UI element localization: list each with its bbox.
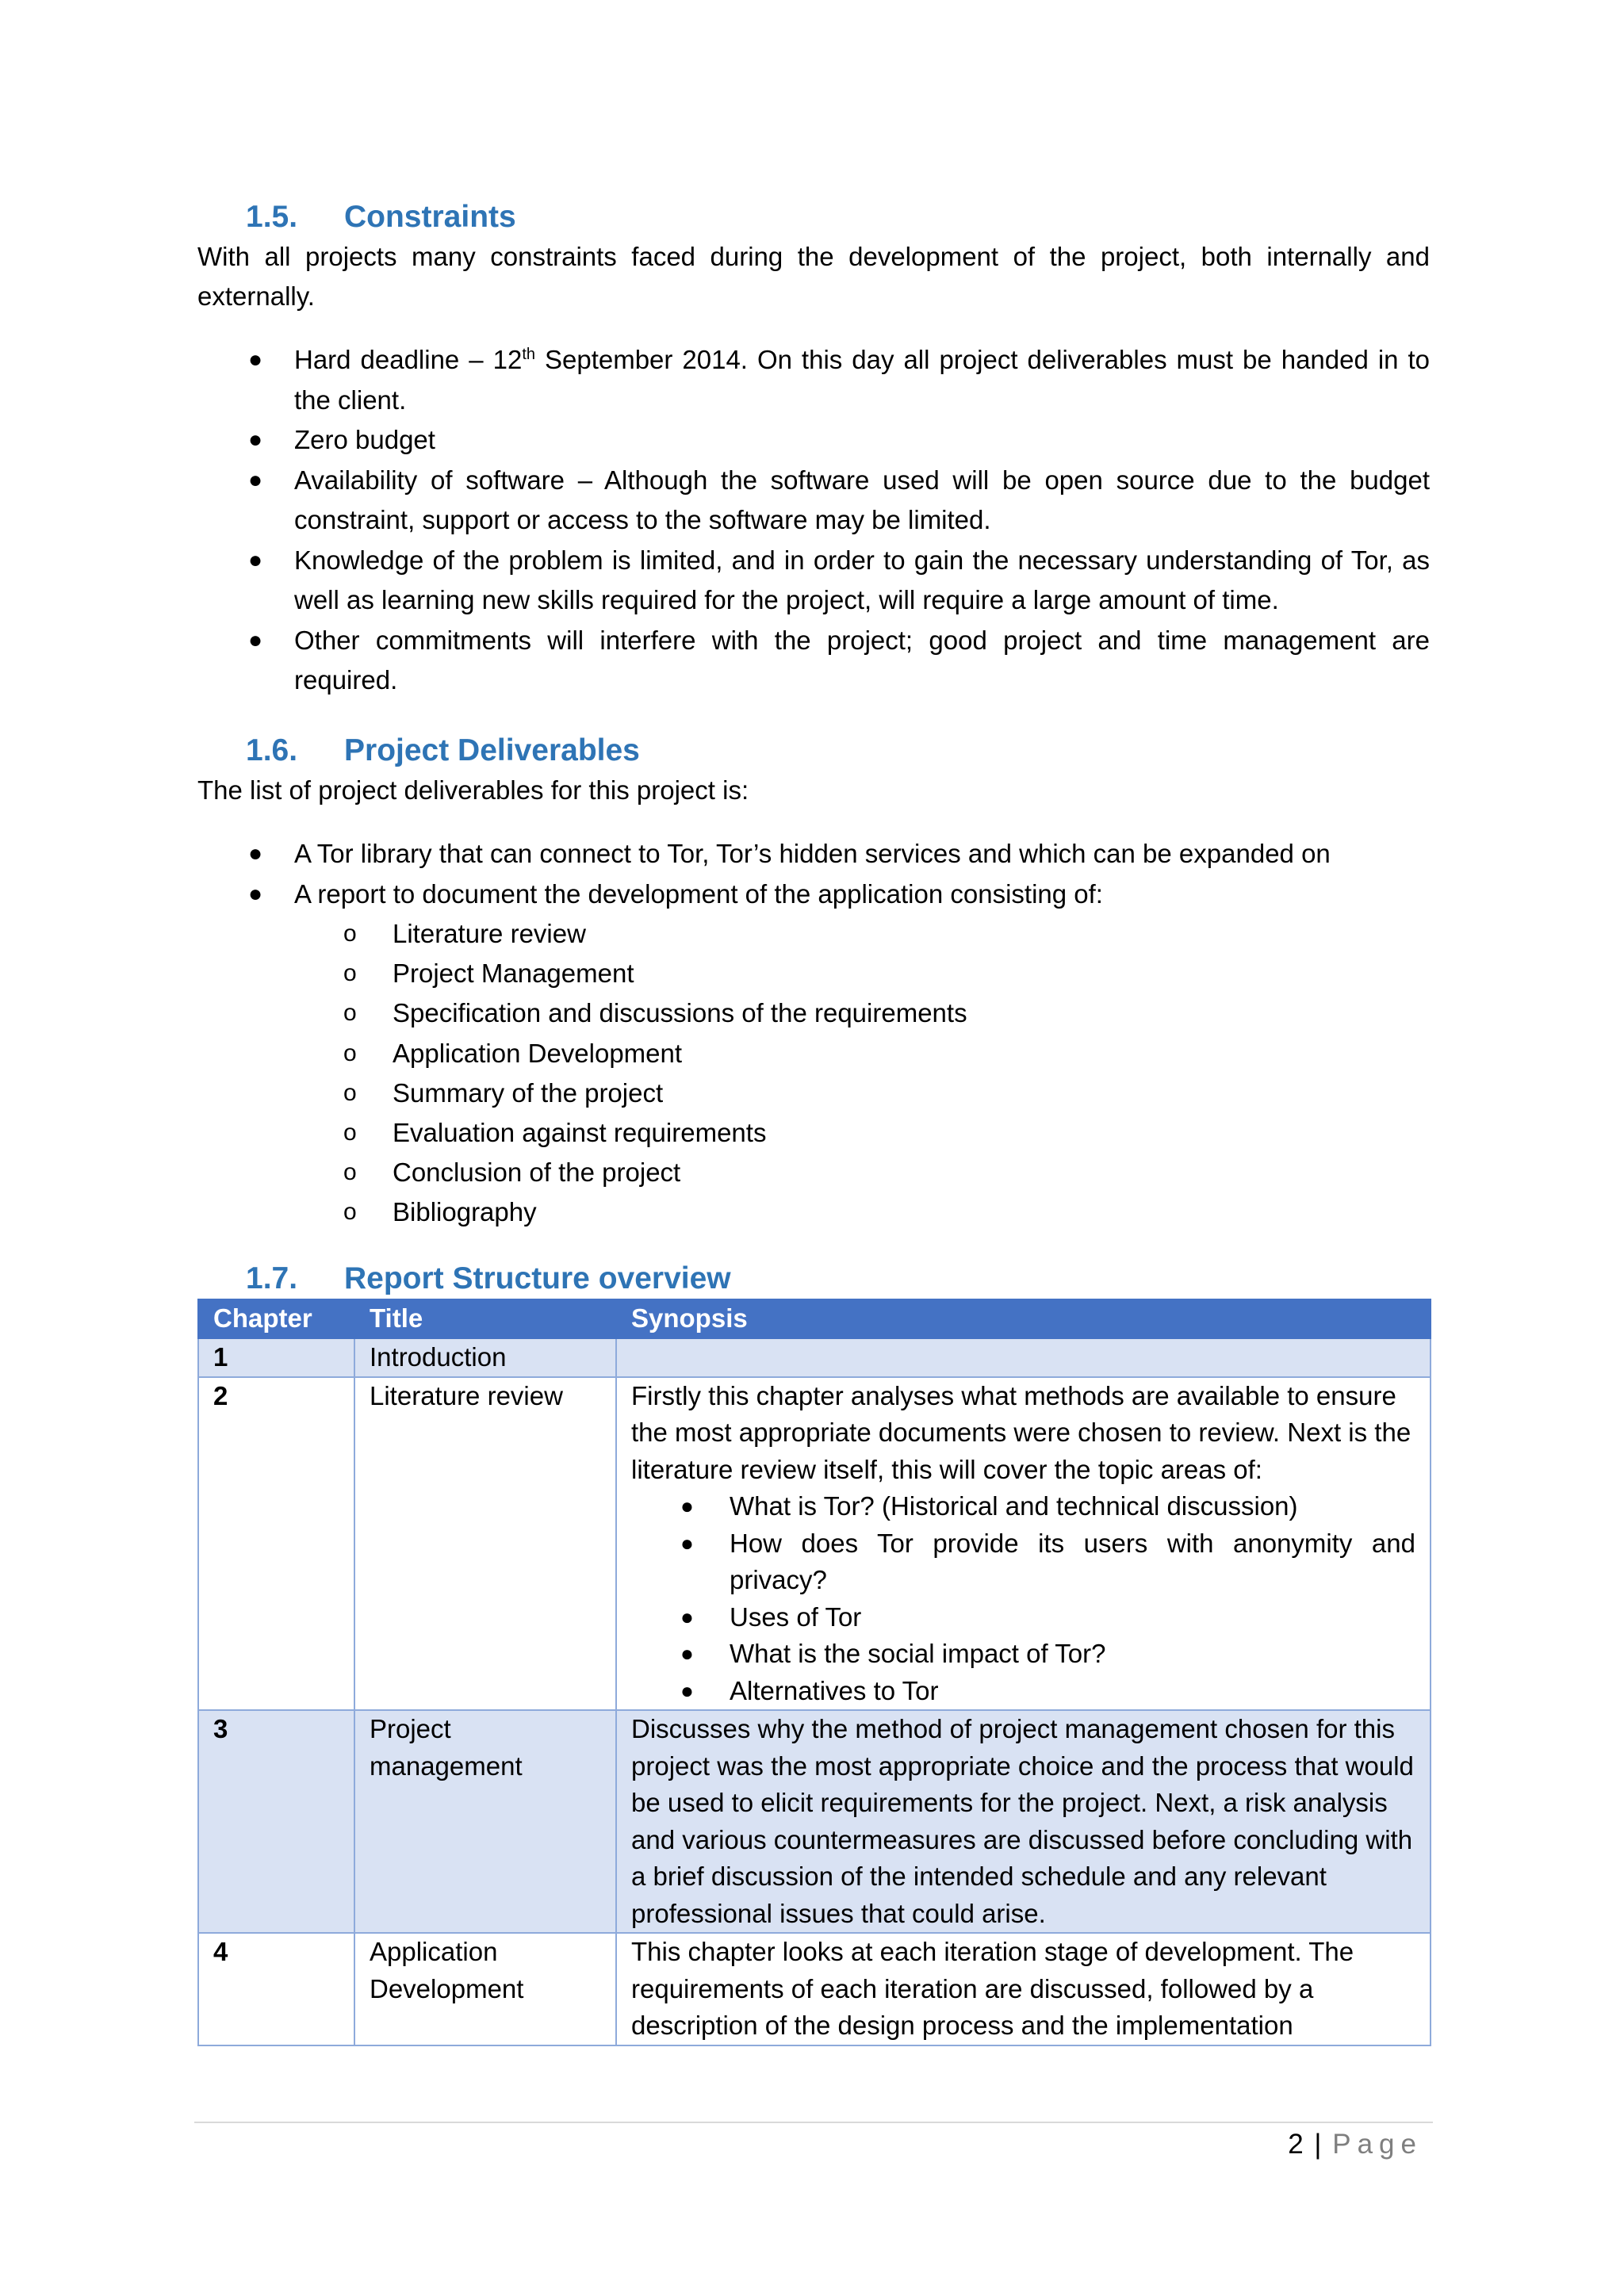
table-row	[198, 1933, 1431, 2045]
chapter-cell: 2	[198, 1377, 354, 1711]
section-intro: With all projects many constraints faced during the development of the project, both internally and externally.	[197, 242, 1430, 311]
bullet-icon: ●	[248, 427, 263, 453]
sub-list-item: o Bibliography	[197, 1192, 1430, 1232]
section-title: Constraints	[344, 200, 516, 234]
circle-bullet-icon: o	[343, 1079, 357, 1106]
list-item: ● Other commitments will interfere with the project; good project and time management are required.	[197, 621, 1430, 701]
circle-bullet-icon: o	[343, 1159, 357, 1186]
section-title: Report Structure overview	[344, 1261, 731, 1295]
bullet-icon: ●	[248, 466, 263, 493]
list-item: ● A report to document the development of the application consisting of:	[197, 874, 1430, 915]
section-title: Project Deliverables	[344, 733, 640, 767]
column-header: Chapter	[198, 1299, 354, 1338]
sub-list-item: o Summary of the project	[197, 1073, 1430, 1113]
title-cell: Introduction	[354, 1338, 616, 1377]
bullet-icon: ●	[680, 1604, 694, 1629]
circle-bullet-icon: o	[343, 1119, 357, 1146]
list-item: ● Knowledge of the problem is limited, and in order to gain the necessary understanding of Tor, as well as learning new skills required for the project, will require a large amount of time.	[197, 541, 1430, 621]
chapter-cell: 4	[198, 1933, 354, 2045]
bullet-icon: ●	[680, 1530, 694, 1556]
list-item: ● How does Tor provide its users with anonymity and privacy?	[631, 1525, 1415, 1599]
section-number: 1.6.	[246, 733, 298, 767]
synopsis-cell	[616, 1338, 1431, 1377]
page-footer	[1288, 2125, 1423, 2164]
section-report-structure	[197, 1259, 1430, 2046]
page-label: Page	[1332, 2129, 1423, 2160]
table-header-row	[198, 1299, 1431, 1338]
synopsis-cell	[616, 1377, 1431, 1711]
list-item: ● Availability of software – Although the software used will be open source due to the budget constraint, support or access to the software may be limited.	[197, 461, 1430, 541]
bullet-icon: ●	[248, 626, 263, 653]
sub-list-item: o Literature review	[197, 914, 1430, 954]
sub-list-item: o Evaluation against requirements	[197, 1113, 1430, 1153]
title-cell: Project management	[354, 1710, 616, 1933]
section-intro: The list of project deliverables for this project is:	[197, 775, 749, 805]
title-cell: Literature review	[354, 1377, 616, 1711]
table-row	[198, 1710, 1431, 1933]
title-cell: Application Development	[354, 1933, 616, 2045]
section-heading	[197, 1259, 1430, 1299]
table-row	[198, 1338, 1431, 1377]
bullet-icon: ●	[680, 1678, 694, 1703]
bullet-icon: ●	[248, 346, 263, 373]
footer-divider	[194, 2122, 1433, 2123]
circle-bullet-icon: o	[343, 920, 357, 947]
bullet-icon: ●	[248, 880, 263, 907]
synopsis-cell: This chapter looks at each iteration stage of development. The requirements of each iteration are discussed, followed by a description of the design process and the implementation	[616, 1933, 1431, 2045]
chapter-cell: 1	[198, 1338, 354, 1377]
chapter-cell: 3	[198, 1710, 354, 1933]
bullet-icon: ●	[248, 840, 263, 867]
report-contents-list	[197, 914, 1430, 1233]
circle-bullet-icon: o	[343, 1000, 357, 1027]
topic-list	[631, 1488, 1415, 1709]
column-header: Synopsis	[616, 1299, 1431, 1338]
circle-bullet-icon: o	[343, 960, 357, 987]
section-deliverables	[197, 731, 1430, 1233]
table-row	[198, 1377, 1431, 1711]
bullet-icon: ●	[680, 1641, 694, 1666]
synopsis-text: Firstly this chapter analyses what methods are available to ensure the most appropriate documents were chosen to review. Next is the literature review itself, this will cover the topic areas of:	[631, 1380, 1411, 1484]
section-number: 1.5.	[246, 200, 298, 234]
bullet-icon: ●	[680, 1494, 694, 1518]
constraints-list	[197, 340, 1430, 701]
list-item: ● A Tor library that can connect to Tor, Tor’s hidden services and which can be expanded on	[197, 834, 1430, 874]
bullet-icon: ●	[248, 546, 263, 573]
list-item: ● Alternatives to Tor	[631, 1673, 1415, 1710]
sub-list-item: o Project Management	[197, 954, 1430, 993]
footer-separator: |	[1314, 2129, 1322, 2160]
section-heading	[197, 197, 1430, 237]
list-item: ● What is the social impact of Tor?	[631, 1636, 1415, 1673]
section-heading	[197, 731, 1430, 771]
sub-list-item: o Conclusion of the project	[197, 1153, 1430, 1192]
circle-bullet-icon: o	[343, 1039, 357, 1066]
sub-list-item: o Application Development	[197, 1034, 1430, 1073]
section-number: 1.7.	[246, 1261, 298, 1295]
synopsis-cell: Discusses why the method of project management chosen for this project was the most appropriate choice and the process that would be used to elicit requirements for the project. Next, a risk analysis and various countermeasures are discussed before concluding with a brief discussion of the intended schedule and any relevant professional issues that could arise.	[616, 1710, 1431, 1933]
list-item: ● Uses of Tor	[631, 1599, 1415, 1636]
deliverables-list	[197, 834, 1430, 914]
sub-list-item: o Specification and discussions of the requirements	[197, 993, 1430, 1033]
list-item: ● Hard deadline – 12th September 2014. On this day all project deliverables must be handed in to the client.	[197, 340, 1430, 420]
list-item: ● What is Tor? (Historical and technical discussion)	[631, 1488, 1415, 1525]
list-item: ● Zero budget	[197, 420, 1430, 461]
page-number: 2	[1288, 2129, 1304, 2160]
section-constraints	[197, 197, 1430, 701]
column-header: Title	[354, 1299, 616, 1338]
report-structure-table	[197, 1299, 1431, 2046]
circle-bullet-icon: o	[343, 1199, 357, 1226]
